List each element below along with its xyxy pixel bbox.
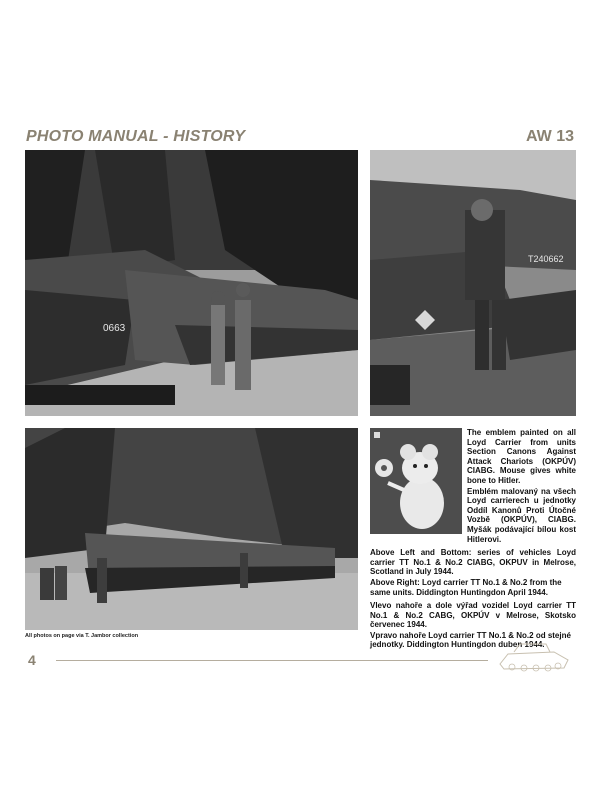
caption-above-right-en: Above Right: Loyd carrier TT No.1 & No.2 from the same units. Diddington Huntingdon April 1944.: [370, 577, 562, 597]
caption-emblem-en: The emblem painted on all Loyd Carrier from units Section Canons Against Attack Chariots (OKPÚV) CIABG. Mouse gives white bone to Hitler.: [467, 428, 576, 485]
page-number: 4: [28, 652, 36, 668]
caption-block: [370, 428, 576, 651]
caption-emblem-cz: Emblém malovaný na všech Loyd carrierech u jednotky Oddíl Kanonů Proti Útočné Vozbě (OKPÚV), CIABG. Myšák podávající bílou kost Hitlerovi.: [467, 486, 576, 544]
tank-outline-icon: [494, 636, 574, 676]
footer-rule: [56, 660, 488, 661]
photo-carrier-row-field: [25, 428, 358, 630]
section-title: PHOTO MANUAL - HISTORY: [26, 128, 246, 145]
photo-credit: All photos on page via T. Jambor collection: [25, 633, 139, 639]
caption-above-right-cz: Vpravo nahoře Loyd carrier TT No.1 & No.2 od stejné jednotky. Diddington Huntingdon duben 1944.: [370, 630, 571, 650]
vehicle-number-left: 0663: [103, 323, 126, 334]
caption-above-left-en: Above Left and Bottom: series of vehicles Loyd carrier TT No.1 & No.2 CIABG, OKPUV in Melrose, Scotland in July 1944.: [370, 548, 576, 577]
photo-carrier-row-forest: [25, 150, 358, 416]
photo-soldier-on-carrier: [370, 150, 576, 416]
series-code: AW 13: [525, 128, 574, 145]
vehicle-number-right: T240662: [528, 254, 564, 264]
caption-above-left-cz: Vlevo nahoře a dole výřad vozidel Loyd carrier TT No.1 & No.2 CABG, OKPÚV v Melrose, Skotsko červenec 1944.: [370, 601, 576, 630]
